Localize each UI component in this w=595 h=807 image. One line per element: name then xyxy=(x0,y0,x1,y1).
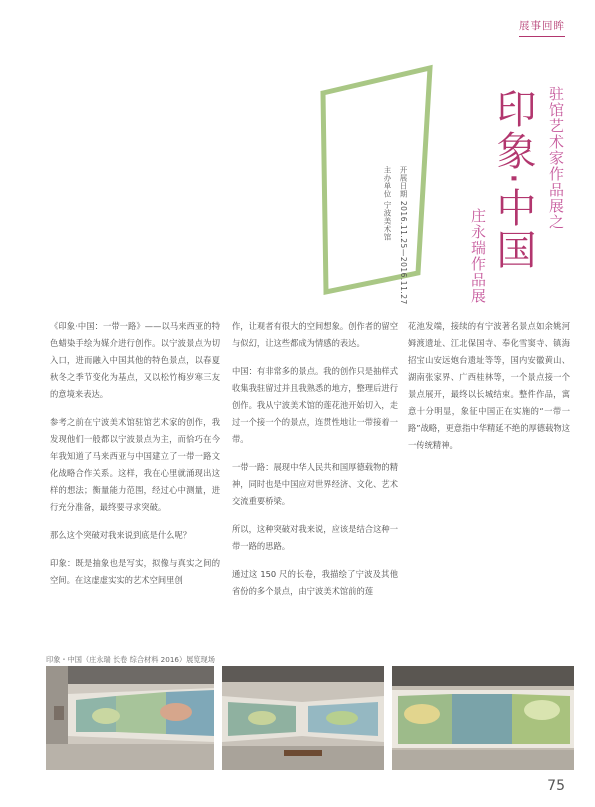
section-tag: 展事回眸 xyxy=(519,18,565,37)
exhibition-organizer: 主办单位 宁波美术馆 xyxy=(383,166,392,241)
page-number: 75 xyxy=(547,778,565,794)
text-column-3 xyxy=(408,318,570,465)
exhibition-subtitle: 驻馆艺术家作品展之 xyxy=(547,86,565,230)
paragraph: 所以，这种突破对我来说，应该是结合这种一带一路的思路。 xyxy=(232,524,398,551)
photo-caption: 印象・中国（庄永瑞 长卷 综合材料 2016）展览现场 xyxy=(46,655,215,664)
paragraph: 参考之前在宁波美术馆驻馆艺术家的创作，我发现他们一般都以宁波景点为主，而恰巧在今年我知道了马来西亚与中国建立了一带一路文化战略合作关系。这样，我在心里就涌现出这样的想法；衡量能力范围，经过心中测量，进行充分准备，最终要寻求突破。 xyxy=(50,417,220,512)
exhibition-dates: 开展日期 2016.11.25—2016.11.27 xyxy=(399,166,408,305)
paragraph: 通过这 150 尺的长卷，我描绘了宁波及其他省份的多个景点，由宁波美术馆前的莲 xyxy=(232,569,398,596)
artist-show-title: 庄永瑞作品展 xyxy=(469,208,487,304)
paragraph: 那么这个突破对我来说到底是什么呢？ xyxy=(50,530,192,540)
paragraph: 中国：有非常多的景点。我的创作只是抽样式收集我驻留过并且我熟悉的地方，整理后进行创作。我从宁波美术馆的莲花池开始切入，走过一个接一个的景点，连贯性地让一带接着一带。 xyxy=(232,366,398,444)
text-column-1 xyxy=(50,318,220,600)
paragraph: 作，让观者有很大的空间想象。创作者的留空与似幻，让这些都成为情感的表达。 xyxy=(232,321,398,348)
exhibition-photo-3 xyxy=(392,666,574,770)
paragraph: 印象：既是抽象也是写实，拟像与真实之间的空间。在这虚虚实实的艺术空间里创 xyxy=(50,558,220,585)
text-column-2 xyxy=(232,318,398,611)
exhibition-photo-2 xyxy=(222,666,384,770)
exhibition-photo-1 xyxy=(46,666,214,770)
exhibition-title: 印象·中国 xyxy=(490,88,536,271)
paragraph: 一带一路：展现中华人民共和国厚德载物的精神，同时也是中国应对世界经济、文化、艺术交流重要桥梁。 xyxy=(232,462,398,506)
paragraph: 花池发端，接续的有宁波著名景点如余姚河姆渡遗址、江北保国寺、奉化雪窦寺、镇海招宝山安远炮台遗址等等，国内安徽黄山、湖南张家界、广西桂林等，一个景点接一个景点展开，最终以长城结束。整件作品，寓意十分明显，象征中国正在实施的“一带一路”战略，更意指中华精延不绝的厚德载物这一传统精神。 xyxy=(408,321,570,450)
paragraph: 《印象·中国：一带一路》——以马来西亚的特色蜡染手绘为媒介进行创作。以宁波景点为切入口，进而融入中国其他的特色景点，以春夏秋冬之季节变化为基点，又以松竹梅岁寒三友的意境来表达。 xyxy=(50,321,220,399)
